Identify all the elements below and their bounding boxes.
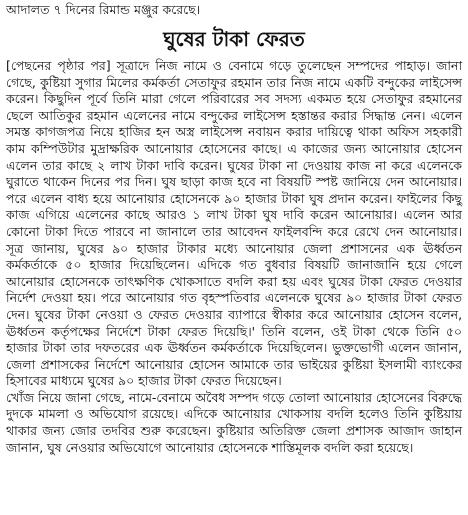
previous-article-tail: আদালত ৭ দিনের রিমান্ড মঞ্জুর করেছে। <box>6 2 201 17</box>
continuation-label: [পেছনের পৃষ্ঠার পর] <box>6 58 111 73</box>
news-clipping <box>0 2 468 515</box>
headline: ঘুষের টাকা ফেরত <box>163 27 305 51</box>
paragraph-1-text: সূত্রাদে নিজ নামে ও বেনামে গড়ে তুলেছেন সম্পদের পাহাড়। জানা গেছে, কুষ্টিয়া সুগার মিলের কর্মকর্তা সেতাফুর রহমান তার নিজ নামে একটি বন্দুকের লাইসেন্স করেন। কিছুদিন পূর্বে তিনি মারা গেলে পরিবারের সব সদস্য একমত হয়ে সেতাফুর রহমানের ছেলে আতিকুর রহমান এলেনের নামে বন্দুকের লাইসেন্স হস্তান্তর করার সিদ্ধান্ত নেন। এলেন সমস্ত কাগজপত্র নিয়ে হাজির হন অস্ত্র লাইসেন্স নবায়ন করার দায়িত্বে থাকা অফিস সহকারী কাম কম্পিউটার মুদ্রাক্ষরিক আনোয়ার হোসেনের কাছে। এ কাজের জন্য আনোয়ার হোসেন এলেন তার কাছে ২ লাখ টাকা দাবি করেন। ঘুষের টাকা না দেওয়ায় কাজ না করে এলেনকে ঘুরাতে থাকেন দিনের পর দিন। ঘুষ ছাড়া কাজ হবে না বিষয়টি স্পষ্ট জানিয়ে দেন আনোয়ার। পরে এলেন বাধ্য হয়ে আনোয়ার হোসেনকে ৯০ হাজার টাকা ঘুষ প্রদান করেন। ফাইলের কিছু কাজ এগিয়ে এলেনের কাছে আরও ১ লাখ টাকা ঘুষ দাবি করেন আনোয়ার। এলেন আর কোনো টাকা দিতে পারবে না জানালে তার আবেদন ফাইলবন্দি করে রেখে দেন আনোয়ার। সূত্র জানায়, ঘুষের ৯০ হাজার টাকার মধ্যে আনোয়ার জেলা প্রশাসনের এক ঊর্ধ্বতন কর্মকর্তাকে ৫০ হাজার দিয়েছিলেন। এদিকে গত বুধবার বিষয়টি জানাজানি হয়ে গেলে আনোয়ার হোসেনকে তাৎক্ষণিক খোকসাতে বদলি করা হয় এবং ঘুষের টাকা ফেরত দেওয়ার নির্দেশ দেওয়া হয়। পরে আনোয়ার গত বৃহস্পতিবার এলেনকে ঘুষের ৯০ হাজার টাকা ফেরত দেন। ঘুষের টাকা নেওয়া ও ফেরত দেওয়ার ব্যাপারে স্বীকার করে আনোয়ার হোসেন বলেন, ঊর্ধ্বতন কর্তৃপক্ষের নির্দেশে টাকা ফেরত দিয়েছি।' তিনি বলেন, ওই টাকা থেকে তিনি ৫০ হাজার টাকা তার দফতরের এক ঊর্ধ্বতন কর্মকর্তাকে দিয়েছিলেন। ভুক্তভোগী এলেন জানান, জেলা প্রশাসকের নির্দেশে আনোয়ার হোসেন আমাকে তার ভাইয়ের কুষ্টিয়া ইসলামী ব্যাংকের হিসাবের মাধ্যমে ঘুষের ৯০ হাজার টাকা ফেরত দিয়েছেন। <box>6 58 462 389</box>
article-body <box>6 58 462 456</box>
paragraph-1 <box>6 58 462 390</box>
paragraph-2: খোঁজ নিয়ে জানা গেছে, নামে-বেনামে অবৈধ সম্পদ গড়ে তোলা আনোয়ার হোসেনের বিরুদ্ধে দুদকে মামলা ও অভিযোগ রয়েছে। এদিকে আনোয়ার খোকসায় বদলি হলেও তিনি কুষ্টিয়ায় থাকার জন্য জোর তদবির শুরু করেছেন। কুষ্টিয়ার অতিরিক্ত জেলা প্রশাসক আজাদ জাহান জানান, ঘুষ নেওয়ার অভিযোগে আনোয়ার হোসেনকে শাস্তিমূলক বদলি করা হয়েছে। <box>6 389 462 455</box>
